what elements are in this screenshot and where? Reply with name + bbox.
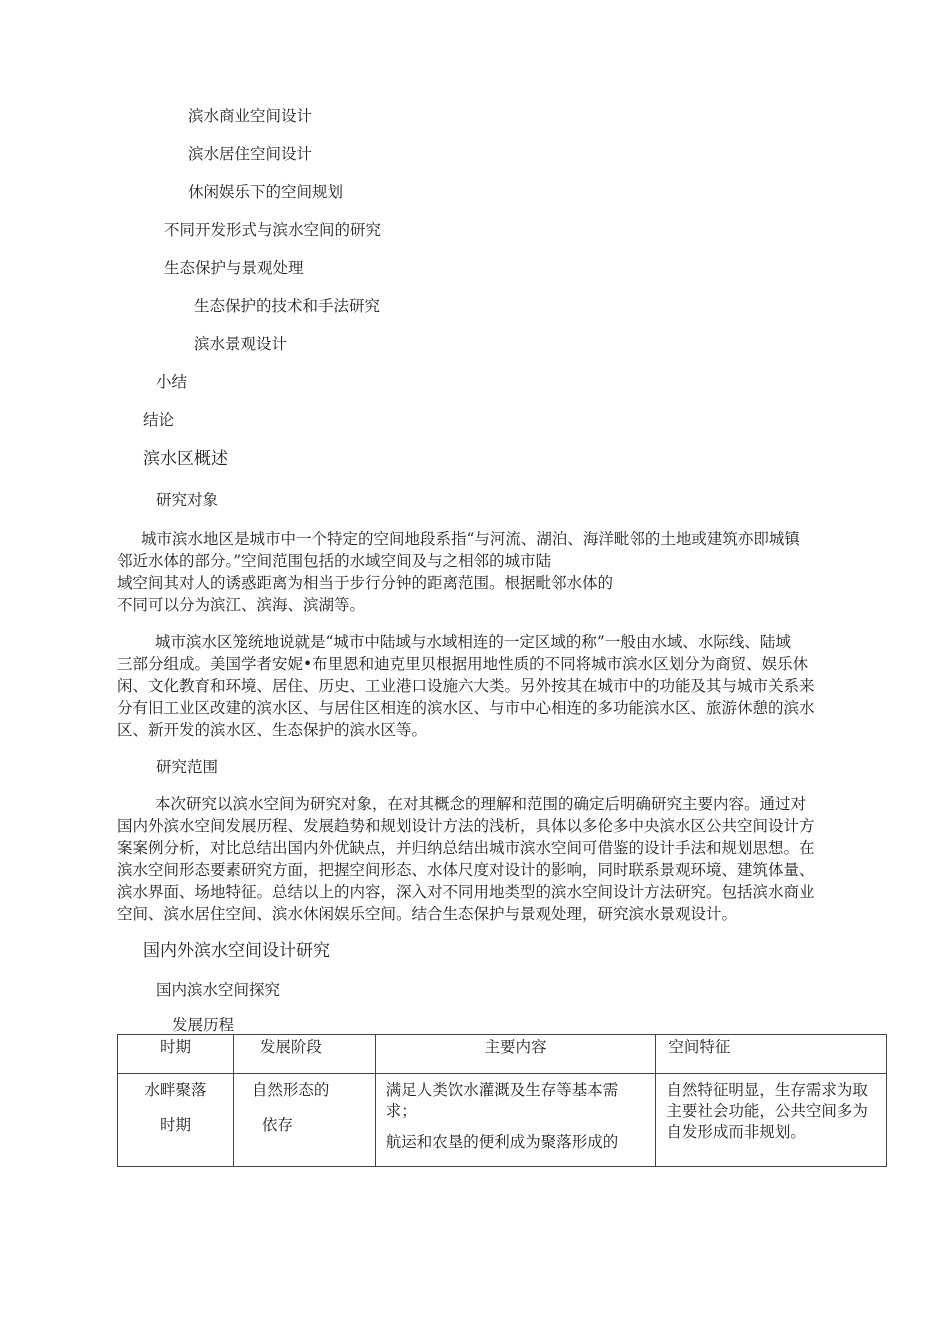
cell-line: 依存: [261, 1116, 293, 1134]
toc-item: 不同开发形式与滨水空间的研究: [164, 221, 382, 239]
cell-line: 航运和农垦的便利成为聚落形成的: [385, 1133, 619, 1151]
paragraph-line: 城市滨水地区是城市中一个特定的空间地段系指“与河流、湖泊、海洋毗邻的土地或建筑亦即城镇: [141, 530, 800, 548]
paragraph-line: 滨水界面、场地特征。总结以上的内容，深入对不同用地类型的滨水空间设计方法研究。包括滨水商业: [117, 883, 815, 901]
paragraph-line: 案案例分析，对比总结出国内外优缺点，并归纳总结出城市滨水空间可借鉴的设计手法和规划思想。在: [117, 839, 815, 857]
toc-item: 休闲娱乐下的空间规划: [188, 183, 344, 201]
paragraph-line: 不同可以分为滨江、滨海、滨湖等。: [117, 596, 366, 614]
paragraph-line: 分有旧工业区改建的滨水区、与居住区相连的滨水区、与市中心相连的多功能滨水区、旅游休憩的滨水: [117, 699, 815, 717]
toc-item: 结论: [143, 411, 175, 429]
paragraph-line: 本次研究以滨水空间为研究对象，在对其概念的理解和范围的确定后明确研究主要内容。通过对: [155, 795, 807, 813]
paragraph-line: 滨水空间形态要素研究方面，把握空间形态、水体尺度对设计的影响，同时联系景观环境、建筑体量、: [117, 861, 815, 879]
paragraph-line: 区、新开发的滨水区、生态保护的滨水区等。: [117, 721, 428, 739]
table-cell-stage: [233, 1074, 375, 1167]
paragraph-line: 邻近水体的部分。”空间范围包括的水域空间及与之相邻的城市陆: [117, 552, 552, 570]
subsection-heading: 研究范围: [156, 758, 219, 776]
paragraph-line: 空间、滨水居住空间、滨水休闲娱乐空间。结合生态保护与景观处理，研究滨水景观设计。: [117, 905, 738, 923]
toc-item: 滨水景观设计: [194, 335, 288, 353]
history-table: [117, 1034, 887, 1167]
table-header-cell: 空间特征: [656, 1035, 887, 1074]
table-row: [118, 1074, 887, 1167]
table-header-row: [118, 1035, 887, 1074]
paragraph-line: 闲、文化教育和环境、居住、历史、工业港口设施六大类。另外按其在城市中的功能及其与城市关系来: [117, 677, 815, 695]
table-cell-feature: [656, 1074, 887, 1167]
paragraph-line: 城市滨水区笼统地说就是“城市中陆域与水域相连的一定区域的称”一般由水域、水际线、陆域: [155, 633, 791, 651]
cell-line: 水畔聚落: [144, 1081, 207, 1099]
paragraph: [117, 528, 887, 616]
table-header-cell: 时期: [118, 1035, 234, 1074]
cell-line: 自然特征明显，生存需求为取主要社会功能，公共空间多为自发形成而非规划。: [666, 1081, 868, 1141]
section-heading: 国内外滨水空间设计研究: [143, 941, 330, 961]
subsection-heading: 国内滨水空间探究: [156, 981, 281, 999]
table-cell-content: [375, 1074, 656, 1167]
paragraph-line: 三部分组成。美国学者安妮•布里恩和迪克里贝根据用地性质的不同将城市滨水区划分为商贸、娱乐休: [117, 655, 809, 673]
table-cell-period: [118, 1074, 234, 1167]
paragraph-line: 域空间其对人的诱惑距离为相当于步行分钟的距离范围。根据毗邻水体的: [117, 574, 614, 592]
toc-item: 滨水商业空间设计: [188, 107, 313, 125]
paragraph: [117, 793, 887, 925]
cell-line: 时期: [159, 1116, 191, 1134]
toc-item: 小结: [156, 373, 188, 391]
paragraph: [117, 631, 887, 741]
toc-item: 生态保护与景观处理: [164, 259, 304, 277]
table-header-cell: 主要内容: [375, 1035, 656, 1074]
table-header-cell: 发展阶段: [233, 1035, 375, 1074]
subsection-heading: 研究对象: [156, 491, 219, 509]
section-heading: 滨水区概述: [143, 449, 228, 469]
toc-item: 滨水居住空间设计: [188, 145, 313, 163]
cell-line: 满足人类饮水灌溉及生存等基本需求；: [385, 1081, 619, 1120]
paragraph-line: 国内外滨水空间发展历程、发展趋势和规划设计方法的浅析，具体以多伦多中央滨水区公共空间设计方: [117, 817, 815, 835]
subsection-heading: 发展历程: [172, 1016, 235, 1034]
cell-line: 自然形态的: [251, 1081, 330, 1099]
toc-item: 生态保护的技术和手法研究: [194, 297, 381, 315]
